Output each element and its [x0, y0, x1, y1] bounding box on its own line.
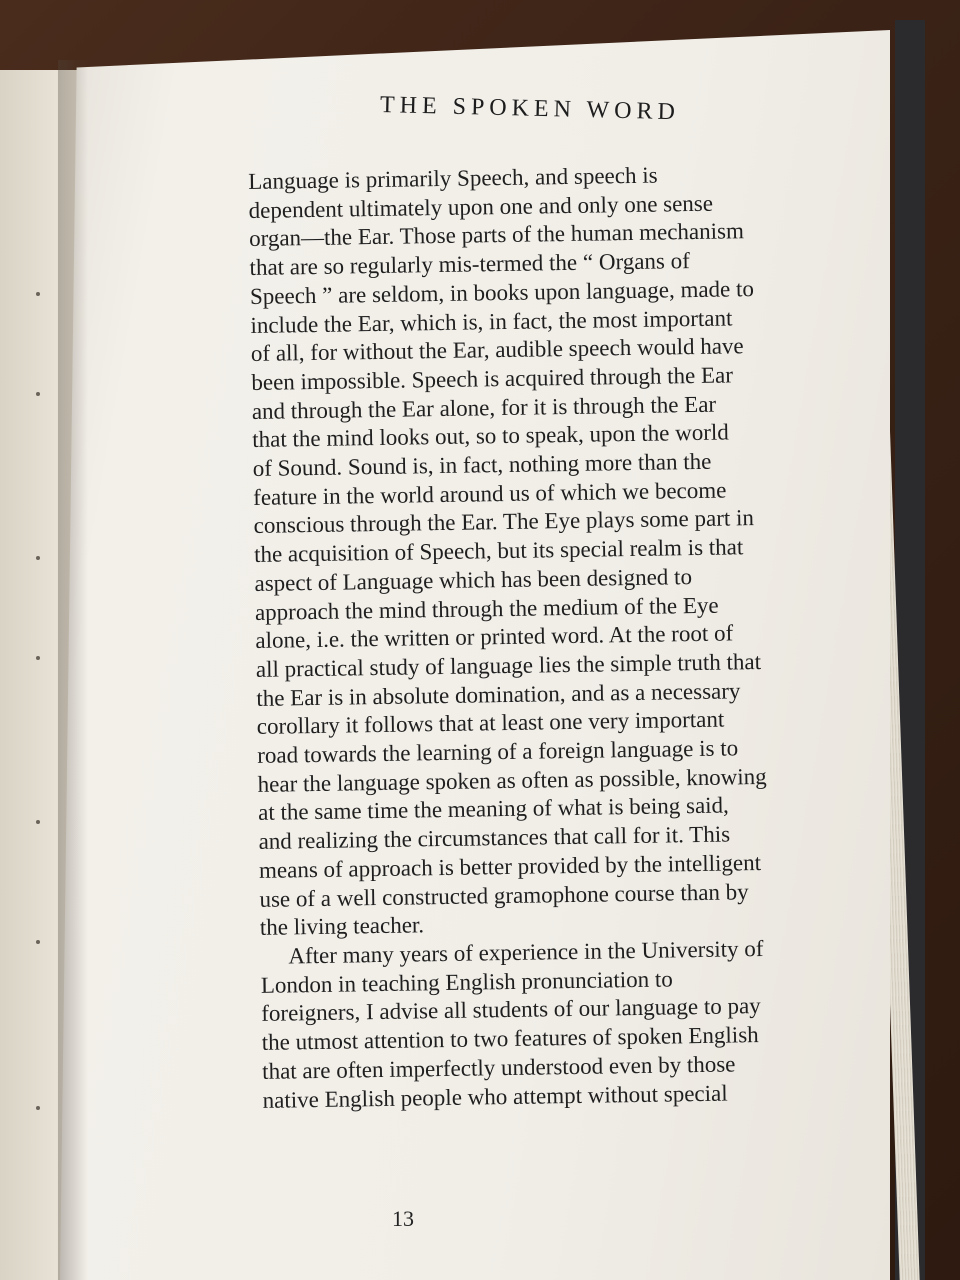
paragraph-first-line: After many years of experience in the University of — [288, 935, 764, 969]
text-line: road towards the learning of a foreign language is to — [257, 735, 739, 768]
binding-stitch — [36, 292, 40, 296]
text-line: alone, i.e. the written or printed word. At the root of — [255, 620, 734, 654]
text-line: dependent ultimately upon one and only one sense — [248, 190, 714, 223]
text-line: all practical study of language lies the simple truth that — [255, 648, 762, 682]
binding-stitch — [36, 1106, 40, 1110]
text-line: include the Ear, which is, in fact, the most important — [250, 304, 733, 338]
binding-stitch — [36, 656, 40, 660]
text-line: conscious through the Ear. The Eye plays some part in — [253, 505, 755, 539]
text-line: organ—the Ear. Those parts of the human mechanism — [248, 218, 745, 252]
text-line: of Sound. Sound is, in fact, nothing more than the — [252, 448, 712, 481]
binding-stitch — [36, 820, 40, 824]
spine-shadow — [58, 60, 88, 1280]
running-head: THE SPOKEN WORD — [379, 92, 681, 126]
text-line: aspect of Language which has been designed to — [254, 563, 693, 596]
binding-stitch — [36, 556, 40, 560]
text-line: foreigners, I advise all students of our language to pay — [261, 993, 761, 1027]
text-line: at the same time the meaning of what is being said, — [257, 792, 730, 826]
text-line: use of a well constructed gramophone course than by — [259, 878, 749, 912]
binding-stitch — [36, 392, 40, 396]
text-line: the acquisition of Speech, but its special realm is that — [253, 534, 744, 568]
text-line: hear the language spoken as often as possible, knowing — [257, 763, 767, 797]
text-line: been impossible. Speech is acquired through the Ear — [251, 362, 734, 395]
text-line: feature in the world around us of which we become — [252, 477, 727, 510]
text-line: the living teacher. — [259, 912, 425, 941]
text-line: the utmost attention to two features of spoken English — [261, 1022, 759, 1055]
text-line: Speech ” are seldom, in books upon language, made to — [249, 275, 755, 309]
text-line: and realizing the circumstances that call for it. This — [258, 821, 731, 855]
text-line: and through the Ear alone, for it is through the Ear — [251, 391, 717, 424]
page-number: 13 — [392, 1206, 414, 1231]
text-line: of all, for without the Ear, audible speech would have — [250, 333, 744, 367]
text-line: Language is primarily Speech, and speech is — [248, 162, 658, 194]
text-line: the Ear is in absolute domination, and as a necessary — [256, 677, 741, 711]
text-line: London in teaching English pronunciation to — [260, 966, 673, 998]
text-line: that are so regularly mis-termed the “ Organs of — [249, 248, 690, 281]
text-line: approach the mind through the medium of the Eye — [254, 592, 719, 625]
text-line: corollary it follows that at least one very important — [256, 706, 725, 740]
text-line: means of approach is better provided by the intelligent — [258, 849, 762, 883]
body-text — [248, 159, 843, 1115]
text-line: native English people who attempt without special — [262, 1080, 728, 1113]
text-line: that the mind looks out, so to speak, upon the world — [252, 419, 729, 453]
binding-stitch — [36, 940, 40, 944]
text-line: that are often imperfectly understood even by those — [261, 1051, 736, 1084]
